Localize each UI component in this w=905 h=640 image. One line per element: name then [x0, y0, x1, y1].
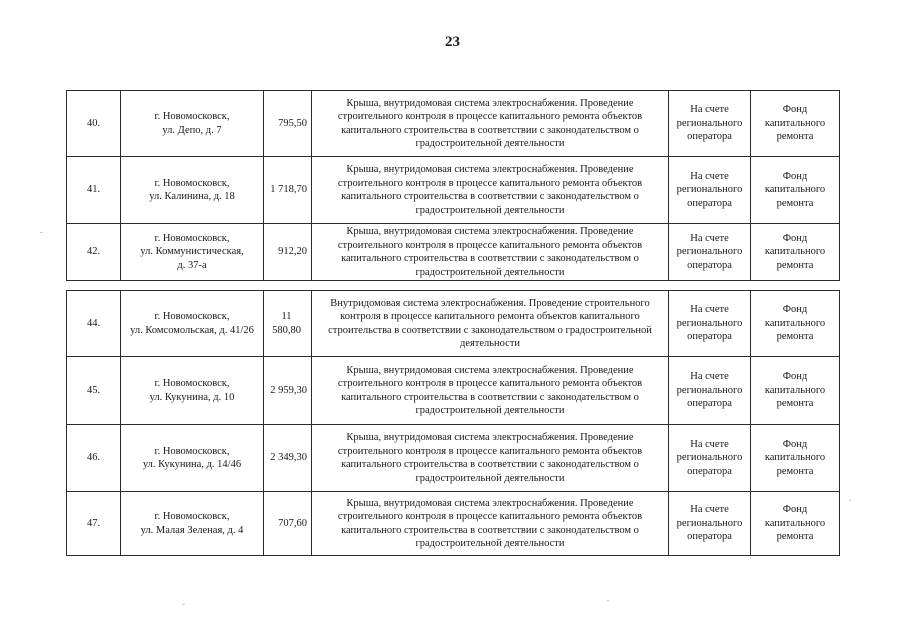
- table-row: [67, 357, 840, 425]
- address-city: г. Новомосковск,: [154, 177, 230, 189]
- cost-cell: 795,50: [264, 91, 312, 157]
- repair-table-bottom: [66, 290, 840, 556]
- address-street: ул. Коммунистическая,: [140, 246, 244, 258]
- fund-cell: Фонд капитального ремонта: [751, 224, 840, 281]
- work-description-cell: Крыша, внутридомовая система электроснабжения. Проведение строительного контроля в процессе капитального ремонта объектов капитального строительства в соответствии с законодательством о градостроительной деятельности: [312, 357, 669, 425]
- row-number: 46.: [67, 425, 121, 492]
- fund-cell: Фонд капитального ремонта: [751, 157, 840, 224]
- address-cell: [121, 291, 264, 357]
- work-description-cell: Крыша, внутридомовая система электроснабжения. Проведение строительного контроля в процессе капитального ремонта объектов капитального строительства в соответствии с законодательством о градостроительной деятельности: [312, 425, 669, 492]
- cost-line: 11: [281, 311, 292, 322]
- address-city: г. Новомосковск,: [154, 111, 230, 122]
- table-row: [67, 224, 840, 281]
- account-cell: На счете регионального оператора: [669, 291, 751, 357]
- fund-cell: Фонд капитального ремонта: [751, 91, 840, 157]
- account-cell: На счете регионального оператора: [669, 357, 751, 425]
- cost-cell: 2 959,30: [264, 357, 312, 425]
- cost-cell: 2 349,30: [264, 425, 312, 492]
- address-cell: [121, 357, 264, 425]
- scan-artifact: [182, 604, 185, 605]
- address-street: ул. Малая Зеленая, д. 4: [140, 524, 244, 536]
- account-cell: На счете регионального оператора: [669, 157, 751, 224]
- work-description-cell: Крыша, внутридомовая система электроснабжения. Проведение строительного контроля в процессе капитального ремонта объектов капитального строительства в соответствии с законодательством о градостроительной деятельности: [312, 91, 669, 157]
- cost-cell: 1 718,70: [264, 157, 312, 224]
- row-number: 42.: [67, 224, 121, 281]
- row-number: 47.: [67, 492, 121, 556]
- address-street: ул. Кукунина, д. 10: [149, 391, 235, 403]
- address-cell: [121, 91, 264, 157]
- address-city: г. Новомосковск,: [154, 378, 230, 389]
- work-description-cell: Крыша, внутридомовая система электроснабжения. Проведение строительного контроля в процессе капитального ремонта объектов капитального строительства в соответствии с законодательством о градостроительной деятельности: [312, 224, 669, 281]
- address-house: д. 37-а: [177, 259, 207, 271]
- work-description-cell: Крыша, внутридомовая система электроснабжения. Проведение строительного контроля в процессе капитального ремонта объектов капитального строительства в соответствии с законодательством о градостроительной деятельности: [312, 492, 669, 556]
- fund-cell: Фонд капитального ремонта: [751, 425, 840, 492]
- fund-cell: Фонд капитального ремонта: [751, 357, 840, 425]
- address-city: г. Новомосковск,: [154, 232, 230, 244]
- table-row: [67, 91, 840, 157]
- table-row: [67, 291, 840, 357]
- account-cell: На счете регионального оператора: [669, 492, 751, 556]
- scan-artifact: [607, 600, 609, 601]
- fund-cell: Фонд капитального ремонта: [751, 291, 840, 357]
- cost-cell: 912,20: [264, 224, 312, 281]
- table-row: [67, 492, 840, 556]
- row-number: 45.: [67, 357, 121, 425]
- address-street: ул. Депо, д. 7: [162, 124, 222, 136]
- address-street: ул. Комсомольская, д. 41/26: [130, 324, 254, 336]
- address-city: г. Новомосковск,: [154, 511, 230, 522]
- address-cell: [121, 492, 264, 556]
- work-description-cell: Внутридомовая система электроснабжения. Проведение строительного контроля в процессе капитального ремонта объектов капитального строительства в соответствии с законодательством о градостроительной деятельности: [312, 291, 669, 357]
- scan-artifact: [849, 500, 851, 501]
- row-number: 44.: [67, 291, 121, 357]
- row-number: 40.: [67, 91, 121, 157]
- table-row: [67, 425, 840, 492]
- row-number: 41.: [67, 157, 121, 224]
- address-street: ул. Кукунина, д. 14/46: [142, 459, 242, 470]
- account-cell: На счете регионального оператора: [669, 425, 751, 492]
- address-street: ул. Калинина, д. 18: [149, 191, 235, 202]
- account-cell: На счете регионального оператора: [669, 224, 751, 281]
- page-number: 23: [445, 34, 460, 50]
- cost-cell: 707,60: [264, 492, 312, 556]
- cost-line: 580,80: [272, 324, 301, 336]
- repair-table-top: [66, 90, 840, 281]
- work-description-cell: Крыша, внутридомовая система электроснабжения. Проведение строительного контроля в процессе капитального ремонта объектов капитального строительства в соответствии с законодательством о градостроительной деятельности: [312, 157, 669, 224]
- cost-cell: [264, 291, 312, 357]
- address-cell: [121, 224, 264, 281]
- table-row: [67, 157, 840, 224]
- address-cell: [121, 157, 264, 224]
- address-city: г. Новомосковск,: [154, 445, 230, 457]
- address-cell: [121, 425, 264, 492]
- fund-cell: Фонд капитального ремонта: [751, 492, 840, 556]
- account-cell: На счете регионального оператора: [669, 91, 751, 157]
- scan-artifact: [40, 232, 43, 233]
- address-city: г. Новомосковск,: [154, 311, 230, 322]
